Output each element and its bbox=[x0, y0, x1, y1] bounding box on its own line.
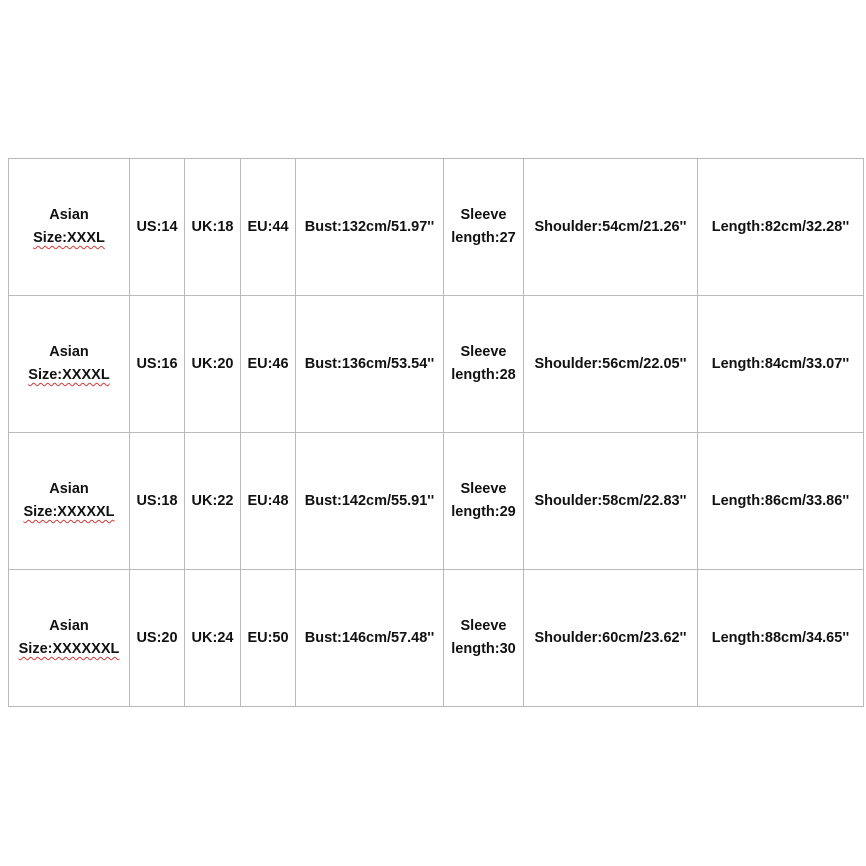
sleeve-length-cell bbox=[444, 159, 524, 296]
table-row bbox=[9, 296, 864, 433]
length-cell: Length:86cm/33.86'' bbox=[698, 433, 864, 570]
size-label: Size:XXXL bbox=[33, 230, 105, 246]
asian-size-cell bbox=[9, 570, 130, 707]
size-chart-table bbox=[8, 158, 864, 707]
asian-size-cell bbox=[9, 433, 130, 570]
sleeve-value: length:30 bbox=[451, 641, 516, 657]
sleeve-label: Sleeve bbox=[460, 481, 507, 497]
sleeve-length-cell bbox=[444, 296, 524, 433]
bust-cell: Bust:146cm/57.48'' bbox=[296, 570, 444, 707]
shoulder-cell: Shoulder:56cm/22.05'' bbox=[524, 296, 698, 433]
sleeve-label: Sleeve bbox=[460, 344, 507, 360]
uk-size-cell: UK:24 bbox=[185, 570, 241, 707]
shoulder-cell: Shoulder:54cm/21.26'' bbox=[524, 159, 698, 296]
bust-cell: Bust:136cm/53.54'' bbox=[296, 296, 444, 433]
size-label: Size:XXXXXXL bbox=[18, 641, 120, 657]
eu-size-cell: EU:46 bbox=[241, 296, 296, 433]
us-size-cell: US:14 bbox=[130, 159, 185, 296]
table-row bbox=[9, 159, 864, 296]
eu-size-cell: EU:48 bbox=[241, 433, 296, 570]
bust-cell: Bust:132cm/51.97'' bbox=[296, 159, 444, 296]
asian-size-cell bbox=[9, 159, 130, 296]
uk-size-cell: UK:20 bbox=[185, 296, 241, 433]
table-row bbox=[9, 433, 864, 570]
asian-size-cell bbox=[9, 296, 130, 433]
sleeve-value: length:27 bbox=[451, 230, 516, 246]
asian-label: Asian bbox=[49, 618, 89, 634]
bust-cell: Bust:142cm/55.91'' bbox=[296, 433, 444, 570]
asian-label: Asian bbox=[49, 481, 89, 497]
sleeve-value: length:28 bbox=[451, 367, 516, 383]
uk-size-cell: UK:18 bbox=[185, 159, 241, 296]
shoulder-cell: Shoulder:58cm/22.83'' bbox=[524, 433, 698, 570]
sleeve-length-cell bbox=[444, 570, 524, 707]
table-row bbox=[9, 570, 864, 707]
sleeve-label: Sleeve bbox=[460, 618, 507, 634]
length-cell: Length:82cm/32.28'' bbox=[698, 159, 864, 296]
shoulder-cell: Shoulder:60cm/23.62'' bbox=[524, 570, 698, 707]
sleeve-length-cell bbox=[444, 433, 524, 570]
uk-size-cell: UK:22 bbox=[185, 433, 241, 570]
sleeve-label: Sleeve bbox=[460, 207, 507, 223]
eu-size-cell: EU:44 bbox=[241, 159, 296, 296]
sleeve-value: length:29 bbox=[451, 504, 516, 520]
us-size-cell: US:20 bbox=[130, 570, 185, 707]
size-label: Size:XXXXL bbox=[28, 367, 110, 383]
asian-label: Asian bbox=[49, 207, 89, 223]
size-label: Size:XXXXXL bbox=[23, 504, 115, 520]
us-size-cell: US:18 bbox=[130, 433, 185, 570]
asian-label: Asian bbox=[49, 344, 89, 360]
length-cell: Length:84cm/33.07'' bbox=[698, 296, 864, 433]
eu-size-cell: EU:50 bbox=[241, 570, 296, 707]
us-size-cell: US:16 bbox=[130, 296, 185, 433]
length-cell: Length:88cm/34.65'' bbox=[698, 570, 864, 707]
